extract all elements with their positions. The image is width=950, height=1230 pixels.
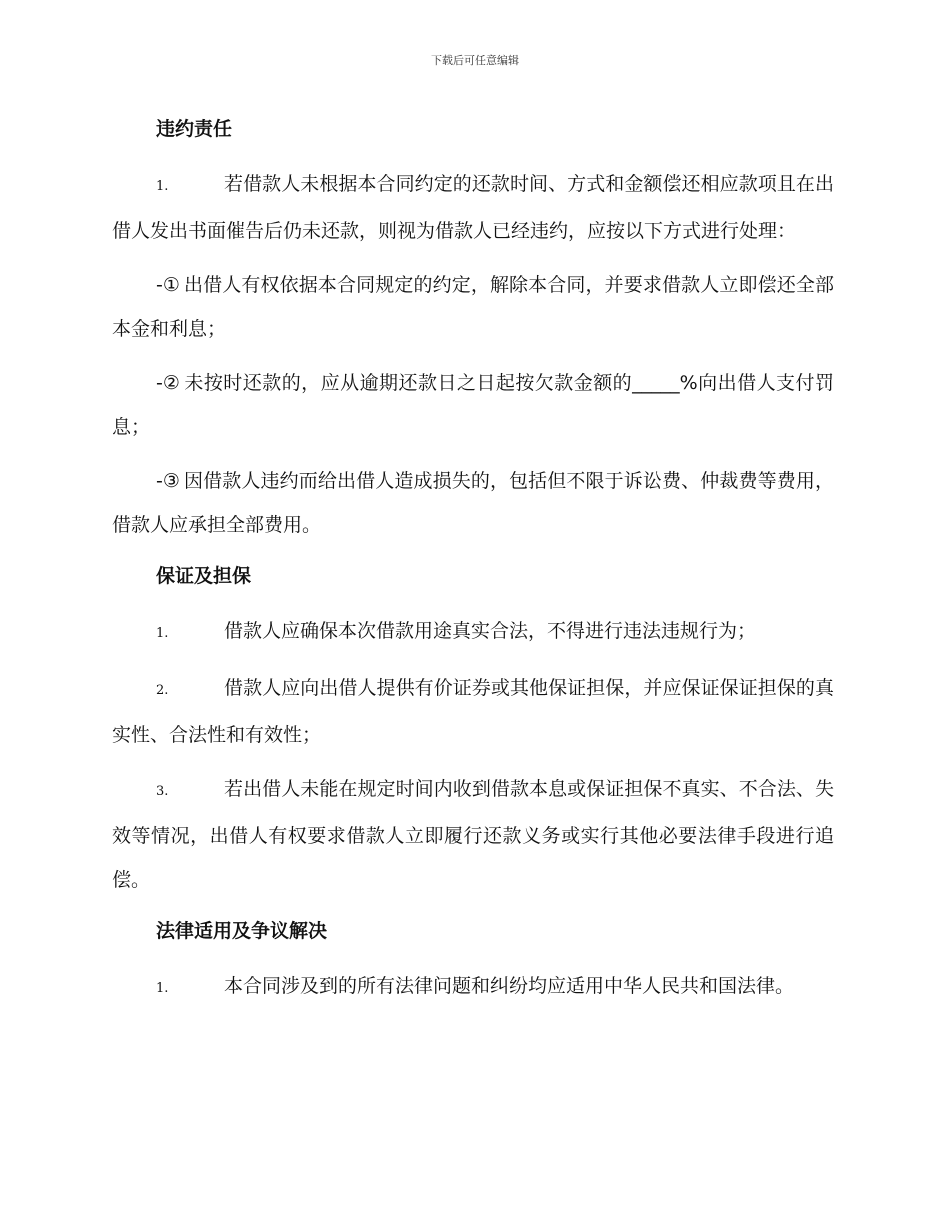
clause-number: 1. [156, 179, 169, 194]
guarantee-clause-2 [112, 666, 834, 757]
clause-text: 若出借人未能在规定时间内收到借款本息或保证担保不真实、不合法、失效等情况，出借人有权要求借款人立即履行还款义务或实行其他必要法律手段进行追偿。 [112, 778, 834, 891]
section-heading-guarantee: 保证及担保 [156, 565, 252, 587]
page-header-note: 下载后可任意编辑 [431, 54, 519, 67]
law-clause-1 [112, 964, 834, 1011]
sub-item-text: 因借款人违约而给出借人造成损失的，包括但不限于诉讼费、仲裁费等费用，借款人应承担全部费用。 [112, 470, 834, 536]
section-heading-breach-liability: 违约责任 [156, 118, 233, 140]
guarantee-clause-1 [112, 609, 834, 656]
clause-text: 本合同涉及到的所有法律问题和纠纷均应适用中华人民共和国法律。 [224, 975, 795, 997]
breach-sub-item-3 [112, 459, 834, 547]
section-heading-governing-law: 法律适用及争议解决 [156, 920, 328, 942]
clause-text: 借款人应确保本次借款用途真实合法，不得进行违法违规行为； [224, 620, 757, 642]
sub-item-marker: -③ [156, 470, 180, 492]
sub-item-text: 出借人有权依据本合同规定的约定，解除本合同，并要求借款人立即偿还全部本金和利息； [112, 274, 834, 340]
sub-item-marker: -① [156, 274, 180, 296]
clause-text: 借款人应向出借人提供有价证券或其他保证担保，并应保证保证担保的真实性、合法性和有效性； [112, 677, 834, 746]
clause-text: 若借款人未根据本合同约定的还款时间、方式和金额偿还相应款项且在出借人发出书面催告后仍未还款，则视为借款人已经违约，应按以下方式进行处理： [112, 173, 834, 242]
breach-clause-1 [112, 162, 834, 253]
breach-sub-item-2 [112, 361, 834, 449]
document-body [112, 110, 834, 1021]
sub-item-marker: -② [156, 372, 180, 394]
clause-number: 2. [156, 683, 169, 698]
sub-item-text: 未按时还款的，应从逾期还款日之日起按欠款金额的_____%向出借人支付罚息； [112, 372, 834, 438]
clause-number: 1. [156, 981, 169, 996]
guarantee-clause-3 [112, 767, 834, 902]
breach-sub-item-1 [112, 263, 834, 351]
clause-number: 3. [156, 784, 169, 799]
clause-number: 1. [156, 626, 169, 641]
